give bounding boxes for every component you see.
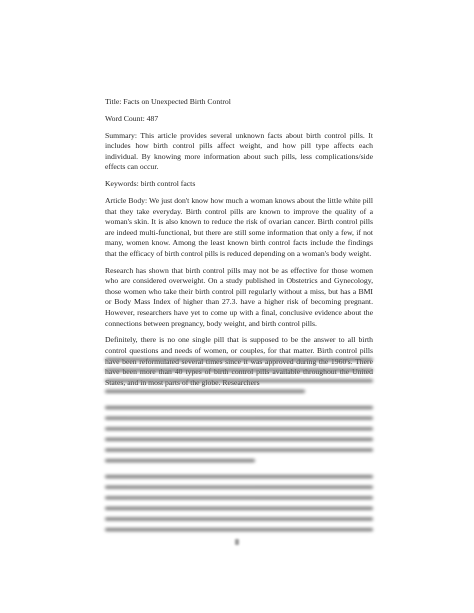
document-body xyxy=(105,97,373,395)
page-number-mark xyxy=(0,538,474,548)
body-paragraph-3: Definitely, there is no one single pill that is supposed to be the answer to all birth control questions and needs of women, or couples, for that matter. Birth control pills xyxy=(105,335,373,355)
word-count-line: Word Count: 487 xyxy=(105,113,159,123)
summary-paragraph: Summary: This article provides several unknown facts about birth control pills. It includes how birth control pills affect weight, and how pill type affects each individual. By knowing more information about such pills, less complications/side effects can occur. xyxy=(105,130,373,172)
blurred-text-region xyxy=(105,354,373,543)
body-paragraph-1: Article Body: We just don't know how much a woman knows about the little white pill that they take everyday. Birth control pills are known to improve the quality of a woman's skin. It is also known to reduce the risk of ovarian cancer. Birth control pills are indeed multi-functional, but there are still some information that only a few, if not many, women know. Among the least known birth control facts include the findings that the efficacy of birth control pills is reduced depending on a woman's body weight. xyxy=(105,195,373,258)
title-line: Title: Facts on Unexpected Birth Control xyxy=(105,97,231,106)
page-number-glyph xyxy=(234,538,240,546)
keywords-line: Keywords: birth control facts xyxy=(105,179,196,189)
body-paragraph-2: Research has shown that birth control pills may not be as effective for those women who are considered overweight. On a study published in Obstetrics and Gynecology, those women who take their birth control pill regularly without a miss, but has a BMI or Body Mass Index of higher than 27.3. have a higher risk of becoming pregnant. However, researchers have yet to come up with a final, conclusive evidence about the connections between pregnancy, body weight, and birth control pills. xyxy=(105,265,373,328)
blurred-lines-graphic xyxy=(105,354,373,539)
